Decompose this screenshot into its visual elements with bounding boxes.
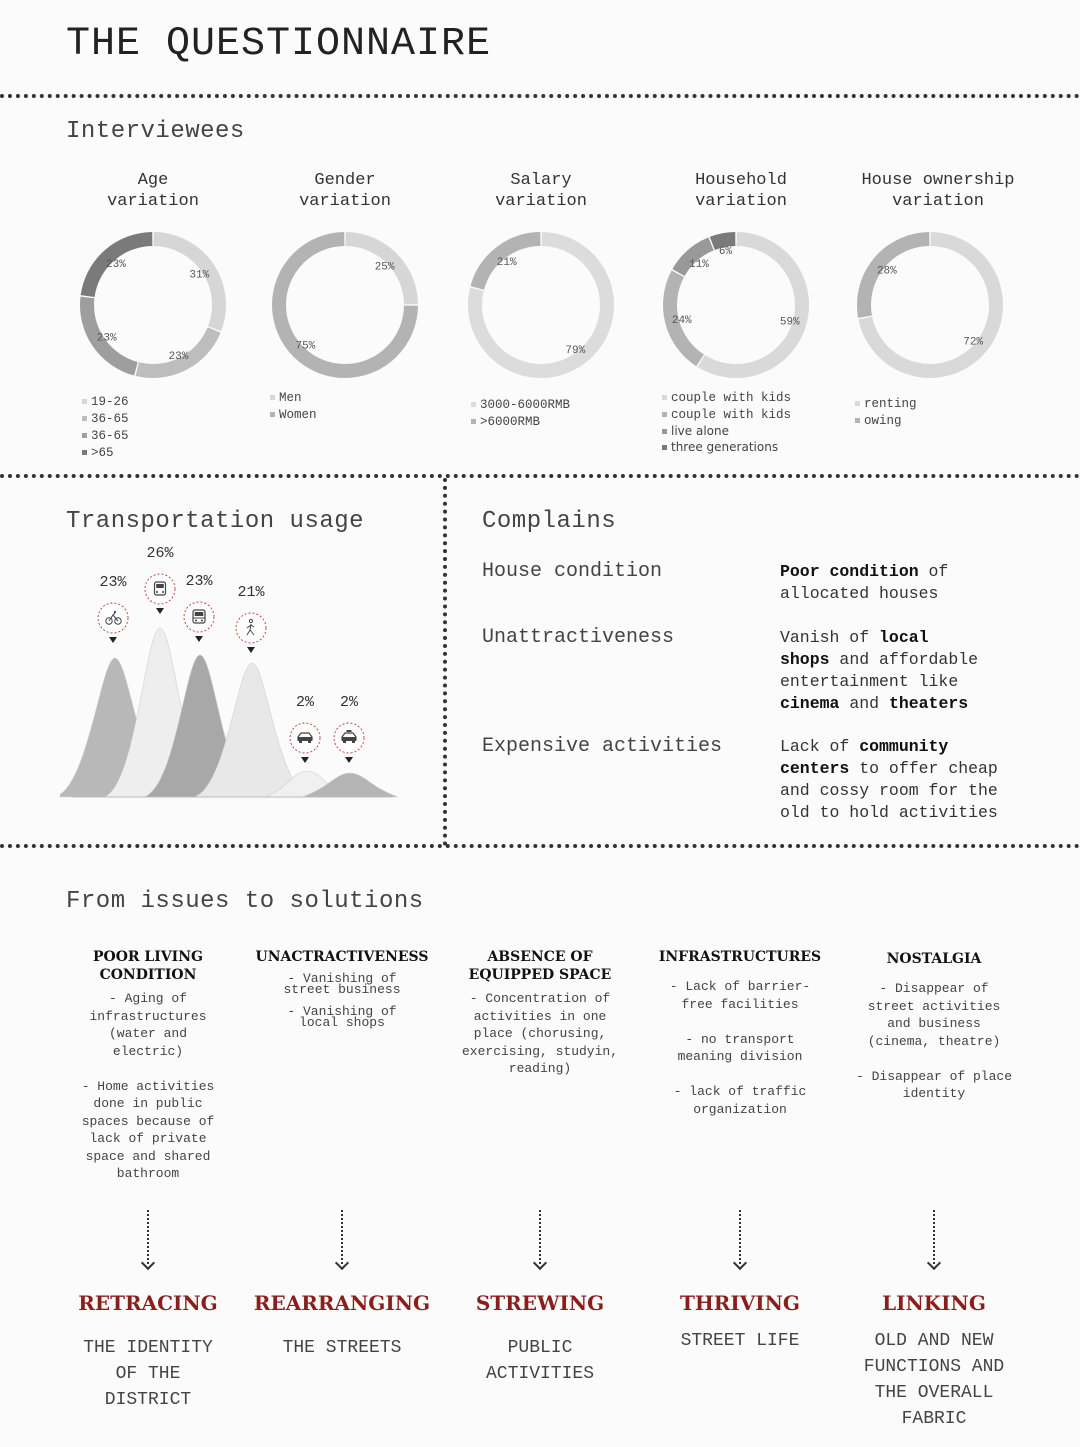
chart-title-line: variation [892,192,984,211]
complain-fragment: centers [780,759,850,778]
donut-segment [701,239,802,371]
page-title: THE QUESTIONNAIRE [66,22,492,67]
legend-item [82,393,129,410]
transport-percent: 26% [146,545,174,562]
arrowhead-icon [335,1256,349,1270]
taxi-icon [331,720,367,764]
complain-description [780,736,998,824]
donut-chart [845,220,1015,390]
complain-description [780,561,948,605]
donut-segment [712,239,735,243]
complain-fragment: Poor condition [780,562,919,581]
complain-fragment: Vanish of [780,628,880,647]
solution-subtitle: PUBLIC ACTIVITIES [485,1338,595,1384]
legend-swatch [471,419,476,424]
chart-title-line: variation [495,192,587,211]
complain-fragment: and cossy room for the [780,781,998,800]
segment-label: 25% [374,261,395,274]
complains-heading: Complains [482,508,617,535]
solution-heading: THRIVING [680,1291,800,1315]
segment-label: 24% [671,314,692,327]
complain-fragment: to offer cheap [849,759,998,778]
legend-label: 3000-6000RMB [480,398,571,412]
chart-legend [270,389,317,423]
legend-item [82,410,129,427]
issue-heading: INFRASTRUCTURES [658,949,822,965]
divider-top [0,94,1080,98]
legend-item [855,395,917,412]
segment-label: 72% [963,336,984,349]
interviewees-heading: Interviewees [66,118,245,145]
complain-category: Expensive activities [482,735,723,758]
legend-item [855,412,917,429]
complain-fragment: shops [780,650,830,669]
legend-swatch [855,401,860,406]
solution-heading: RETRACING [78,1291,218,1315]
solutions-heading: From issues to solutions [66,888,424,915]
solution-heading: STREWING [475,1291,605,1315]
legend-label: owing [864,414,902,428]
complain-line [780,780,998,802]
legend-label: 19-26 [91,395,129,409]
complain-fragment: theaters [888,694,969,713]
legend-item [82,444,129,461]
chart-title [661,170,821,212]
legend-label: 36-65 [91,429,129,443]
complain-line [780,627,978,649]
tram-icon [181,599,217,643]
complain-line [780,802,998,824]
legend-label: renting [864,397,917,411]
complain-line [780,583,948,605]
legend-label: live alone [671,424,729,438]
legend-item [662,423,791,439]
complain-fragment: cinema [780,694,840,713]
arrowhead-icon [533,1256,547,1270]
segment-label: 6% [718,245,733,258]
segment-label: 31% [189,269,210,282]
legend-swatch [270,412,275,417]
legend-swatch [82,433,87,438]
legend-item [270,389,317,406]
segment-label: 75% [295,340,316,353]
chart-title [858,170,1018,212]
donut-segment [154,239,219,329]
solution-subtitle: THE IDENTITY OF THE DISTRICT [83,1338,213,1410]
icon-ring [98,603,128,633]
divider-bottom [0,844,1080,848]
chart-title-line: variation [695,192,787,211]
complain-fragment: entertainment like [780,672,959,691]
segment-label: 23% [96,332,117,345]
issue-text: - Vanishing of street business - Vanishing of local shops [283,971,401,1030]
donut-chart [651,220,821,390]
icon-pointer [247,647,255,653]
solution-subtitle: STREET LIFE [680,1331,800,1351]
complain-line [780,736,998,758]
legend-item [662,439,791,455]
legend-swatch [662,445,667,450]
transport-percent: 2% [339,694,358,711]
legend-item [471,396,570,413]
legend-label: couple with kids [671,408,792,422]
segment-label: 28% [876,265,897,278]
segment-label: 23% [168,350,189,363]
icon-ring [184,602,214,632]
transport-percent: 23% [99,574,127,591]
chart-title-line: variation [299,192,391,211]
solution-heading: REARRANGING [253,1291,431,1315]
divider-middle [0,474,1080,478]
legend-swatch [662,412,667,417]
legend-label: >6000RMB [480,415,541,429]
legend-swatch [82,399,87,404]
chart-title [265,170,425,212]
chart-legend [662,389,791,455]
complain-line [780,671,978,693]
arrowhead-icon [141,1256,155,1270]
legend-swatch [855,418,860,423]
donut-chart [456,220,626,390]
legend-label: three generations [671,440,779,454]
complain-fragment: local [879,628,929,647]
chart-title-line: Age [137,171,169,190]
icon-pointer [345,757,353,763]
legend-label: Men [279,391,302,405]
icon-pointer [109,637,117,643]
transport-percent: 23% [185,573,213,590]
legend-item [471,413,570,430]
icon-pointer [195,636,203,642]
segment-label: 11% [689,258,709,271]
complain-line [780,758,998,780]
legend-label: 36-65 [91,412,129,426]
arrowhead-icon [733,1256,747,1270]
legend-swatch [82,450,87,455]
issue-heading: ABSENCE OF EQUIPPED SPACE [468,949,612,983]
legend-label: >65 [91,446,114,460]
chart-legend [82,393,129,461]
issue-heading: NOSTALGIA [886,951,982,967]
legend-item [662,389,791,406]
legend-label: couple with kids [671,391,792,405]
complain-fragment: allocated houses [780,584,939,603]
complain-description [780,627,978,715]
chart-title-line: Gender [314,171,376,190]
segment-label: 21% [496,256,517,269]
chart-legend [471,396,570,430]
chart-title-line: Household [695,171,787,190]
legend-swatch [471,402,476,407]
icon-ring [236,613,266,643]
issue-heading: UNACTRACTIVENESS [255,949,429,965]
donut-segment [864,239,929,317]
arrowhead-icon [927,1256,941,1270]
complain-category: House condition [482,560,663,583]
chart-title-line: variation [107,192,199,211]
chart-title-line: House ownership [861,171,1015,190]
complain-fragment: and [839,694,889,713]
car-icon [287,720,323,764]
segment-label: 23% [106,258,126,271]
issue-text: - Disappear of street activities and business (cinema, theatre) - Disappear of place identity [855,981,1013,1101]
complain-line [780,649,978,671]
solution-subtitle: THE STREETS [282,1338,402,1358]
transport-percent: 2% [295,694,314,711]
icon-pointer [301,757,309,763]
chart-title-line: Salary [510,171,572,190]
complain-fragment: of [918,562,949,581]
segment-label: 79% [565,345,586,358]
bicycle-icon [95,600,131,644]
issue-text: - Concentration of activities in one place (chorusing, exercising, studyin, reading) [461,991,619,1076]
solution-heading: LINKING [882,1291,986,1315]
segment-label: 59% [779,316,800,329]
complain-line [780,693,978,715]
legend-item [662,406,791,423]
legend-item [270,406,317,423]
icon-ring [145,574,175,604]
complain-fragment: Lack of [780,737,860,756]
icon-pointer [156,608,164,614]
complain-category: Unattractiveness [482,626,675,649]
walking-icon [233,610,269,654]
legend-swatch [270,395,275,400]
chart-title [461,170,621,212]
bus-icon [142,571,178,615]
complain-fragment: community [859,737,949,756]
complain-fragment: and affordable [829,650,979,669]
transportation-heading: Transportation usage [66,508,365,535]
donut-chart [68,220,238,390]
chart-title [73,170,233,212]
complain-fragment: old to hold activities [780,803,998,822]
issue-heading: POOR LIVING CONDITION [93,949,203,983]
issue-text: - Lack of barrier- free facilities - no transport meaning division - lack of traffic organization [669,979,811,1117]
donut-chart [260,220,430,390]
legend-label: Women [279,408,317,422]
legend-item [82,427,129,444]
legend-swatch [82,416,87,421]
solution-subtitle: OLD AND NEW FUNCTIONS AND THE OVERALL FABRIC [863,1331,1005,1429]
complain-line [780,561,948,583]
divider-vertical [443,478,447,846]
legend-swatch [662,395,667,400]
chart-legend [855,395,917,429]
transport-percent: 21% [237,584,265,601]
legend-swatch [662,429,667,434]
issue-text: - Aging of infrastructures (water and electric) - Home activities done in public spaces because of lack of private space and shared bathroom [81,991,215,1181]
